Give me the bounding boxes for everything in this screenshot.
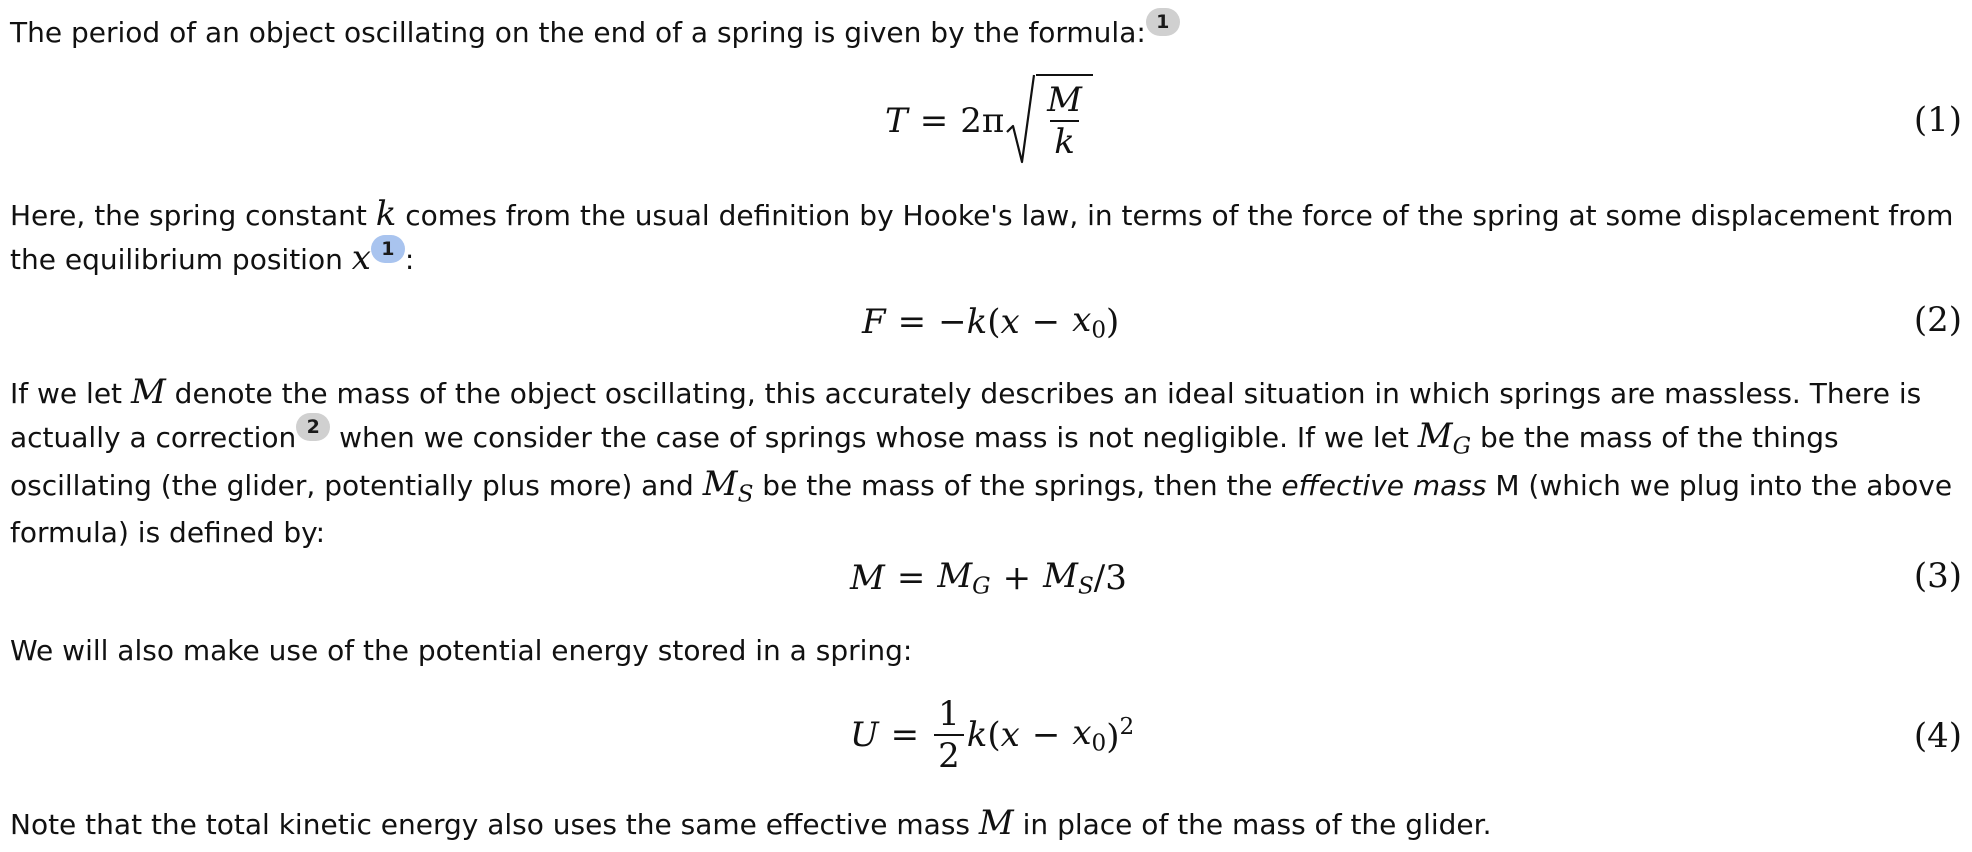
text: denote the mass of the object oscillating, this accurately describes an ideal situation in which springs are massless. There is actually a correction	[10, 377, 1922, 454]
equation-3-body	[850, 556, 1127, 599]
paragraph-potential-energy	[10, 632, 912, 670]
equation-number-2: (2)	[1913, 300, 1962, 340]
eq4-k: k	[966, 715, 988, 755]
eq4-minus: −	[1031, 715, 1061, 755]
eq4-denominator: 2	[934, 734, 964, 776]
equation-number-1: (1)	[1913, 100, 1962, 140]
eq3-plus: +	[1002, 557, 1032, 598]
text: Here, the spring constant	[10, 199, 376, 232]
emphasis-effective-mass: effective mass	[1281, 469, 1487, 503]
paragraph-intro	[10, 8, 1180, 52]
eq1-equals: =	[919, 101, 949, 141]
math-var-M: M	[978, 803, 1014, 843]
paragraph-hookes-law	[10, 195, 1960, 279]
footnote-badge-1-highlighted[interactable]: 1	[371, 235, 405, 263]
eq1-lhs: T	[885, 101, 908, 141]
eq4-lhs: U	[850, 715, 879, 755]
eq4-x0: x0	[1072, 713, 1107, 757]
equation-4	[0, 694, 1972, 780]
eq4-equals: =	[890, 715, 920, 755]
paragraph-effective-mass	[10, 373, 1960, 552]
equation-1-body	[885, 74, 1093, 168]
eq2-lhs: F	[862, 301, 886, 342]
eq2-close-paren: )	[1106, 301, 1120, 342]
text: We will also make use of the potential energy stored in a spring:	[10, 634, 913, 667]
eq3-MG: $M_G$	[937, 556, 991, 600]
text: If we let	[10, 377, 131, 410]
text: The period of an object oscillating on the end of a spring is given by the formula:	[10, 16, 1146, 49]
sqrt-radicand	[1036, 74, 1093, 168]
eq2-equals: =	[897, 301, 927, 342]
eq4-exponent: 2	[1119, 713, 1135, 740]
eq1-numerator: M	[1047, 80, 1082, 120]
text: in place of the mass of the glider.	[1013, 808, 1492, 841]
sqrt-sign	[1006, 74, 1093, 168]
eq1-denominator: k	[1050, 120, 1079, 162]
eq4-x: x	[1000, 715, 1020, 755]
equation-1	[0, 70, 1972, 170]
text: Note that the total kinetic energy also uses the same effective mass	[10, 808, 979, 841]
eq4-fraction-half	[934, 694, 964, 776]
equation-number-3: (3)	[1913, 556, 1962, 596]
paragraph-kinetic-energy	[10, 804, 1491, 844]
equation-2-body	[862, 300, 1119, 343]
eq1-fraction	[1043, 80, 1086, 162]
text: when we consider the case of springs whose mass is not negligible. If we let	[330, 421, 1418, 454]
math-var-M: M	[130, 372, 166, 412]
footnote-badge-1[interactable]: 1	[1146, 8, 1180, 36]
text: M (which we plug into the above formula) is defined by:	[10, 469, 1953, 549]
eq2-k: k	[966, 301, 988, 342]
math-var-x: x	[351, 238, 371, 278]
math-var-MS: $M_S$	[702, 464, 754, 508]
footnote-badge-2[interactable]: 2	[296, 413, 330, 441]
eq3-lhs: M	[850, 557, 885, 598]
eq2-x0: x0	[1072, 300, 1107, 344]
text: be the mass of the springs, then the	[753, 469, 1282, 503]
eq1-coef: 2π	[960, 101, 1005, 141]
eq3-divide-3: /3	[1093, 557, 1127, 598]
eq3-MS: $M_S$	[1043, 556, 1094, 600]
eq2-open-paren: (	[987, 301, 1001, 342]
eq2-x: x	[1000, 301, 1020, 342]
eq4-open-paren: (	[987, 715, 1001, 755]
equation-4-body	[850, 694, 1134, 776]
equation-number-4: (4)	[1913, 716, 1962, 756]
math-var-MG: $M_G$	[1417, 416, 1472, 460]
eq2-negative: −	[938, 301, 967, 342]
math-var-k: k	[375, 194, 397, 234]
text: comes from the usual definition by Hooke's law, in terms of the force of the spring at some displacement from the equilibrium position	[10, 199, 1954, 276]
equation-3	[0, 556, 1972, 606]
text: be the mass of the things oscillating (the glider, potentially plus more) and	[10, 421, 1839, 503]
eq4-close-paren: )$^2$	[1106, 713, 1135, 757]
equation-2	[0, 300, 1972, 350]
eq4-numerator: 1	[938, 694, 960, 734]
eq3-equals: =	[896, 557, 926, 598]
eq2-minus: −	[1031, 301, 1061, 342]
text: :	[404, 243, 415, 276]
